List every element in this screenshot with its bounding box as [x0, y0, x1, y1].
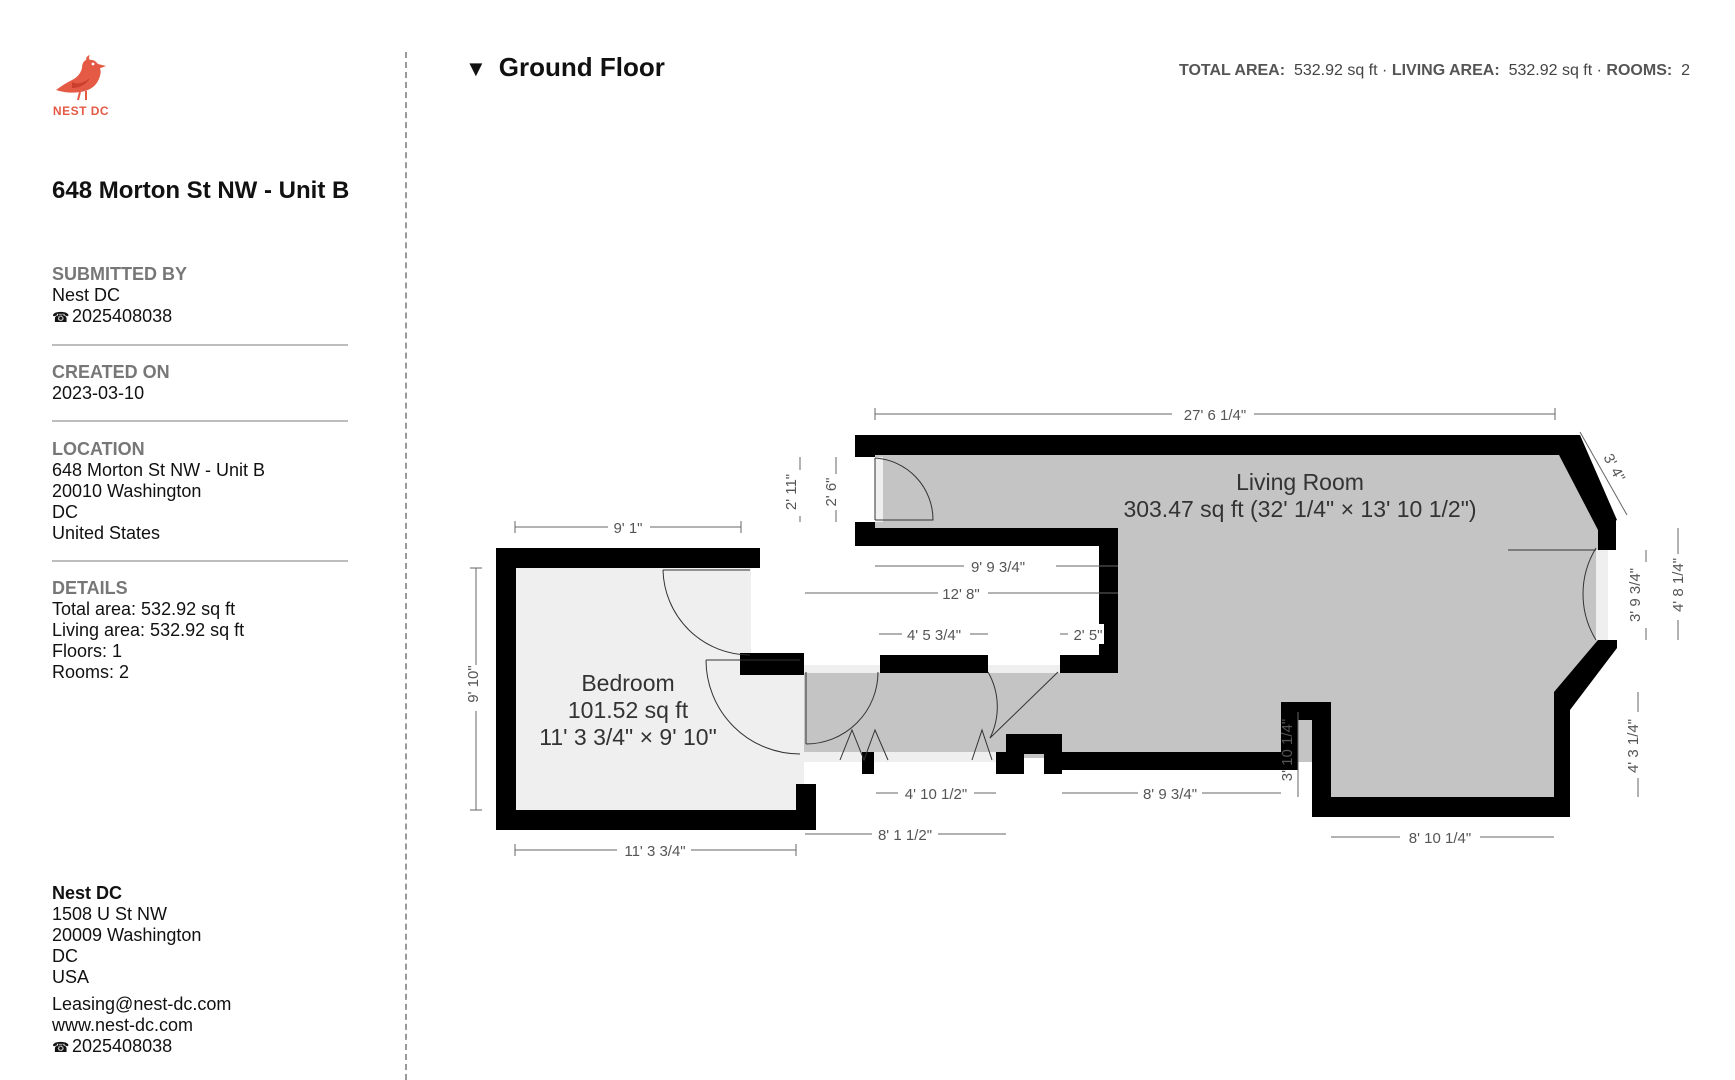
details-line: Living area: 532.92 sq ft: [52, 620, 245, 640]
location-line: 20010 Washington: [52, 481, 202, 501]
company-website[interactable]: www.nest-dc.com: [52, 1015, 194, 1035]
stats-separator: ·: [1596, 62, 1602, 79]
phone-icon: ☎: [52, 1039, 70, 1055]
total-area-value: 532.92 sq ft: [1293, 62, 1378, 79]
collapse-triangle-icon: ▼: [465, 56, 487, 81]
logo-text: NEST DC: [52, 104, 110, 118]
rooms-label: ROOMS:: [1606, 62, 1673, 79]
location-line: DC: [52, 502, 78, 522]
created-on-label: CREATED ON: [52, 362, 170, 382]
created-on-date: 2023-03-10: [52, 383, 145, 403]
company-address-line: USA: [52, 967, 90, 987]
dim-hall-total: 8' 1 1/2": [877, 827, 933, 844]
bedroom-size: 11' 3 3/4" × 9' 10": [539, 724, 717, 750]
rooms-value: 2: [1681, 62, 1690, 79]
details-line: Total area: 532.92 sq ft: [52, 599, 236, 619]
living-area-label: LIVING AREA:: [1391, 62, 1500, 79]
total-area-label: TOTAL AREA:: [1178, 62, 1286, 79]
dim-hall-bottom: 4' 10 1/2": [904, 786, 968, 803]
property-title: 648 Morton St NW - Unit B: [52, 177, 350, 204]
dim-bedroom-top: 9' 1": [613, 520, 643, 537]
dim-entry-outer: 2' 11": [783, 473, 800, 511]
dim-hall-door: 4' 5 3/4": [906, 627, 962, 644]
dim-living-bottom: 8' 9 3/4": [1142, 786, 1198, 803]
phone-icon: ☎: [52, 309, 70, 325]
company-address-line: 20009 Washington: [52, 925, 202, 945]
dim-living-bottom-right: 8' 10 1/4": [1408, 830, 1472, 847]
company-address-line: DC: [52, 946, 78, 966]
dim-hall-right: 2' 5": [1073, 627, 1103, 644]
floor-title: Ground Floor: [498, 52, 665, 82]
living-area-value: 532.92 sq ft: [1508, 62, 1593, 79]
company-name: Nest DC: [52, 883, 123, 903]
details-label: DETAILS: [52, 578, 128, 598]
submitted-by-label: SUBMITTED BY: [52, 264, 187, 284]
dim-entry-inner: 2' 6": [823, 477, 840, 507]
dim-living-diag: 3' 4": [1599, 451, 1629, 485]
dim-corridor-span: 12' 8": [942, 586, 980, 603]
dim-living-top: 27' 6 1/4": [1183, 407, 1247, 424]
dim-right-total: 4' 8 1/4": [1670, 557, 1687, 613]
submitted-by-name: Nest DC: [52, 285, 121, 305]
dim-bedroom-left: 9' 10": [465, 665, 482, 703]
living-room-name: Living Room: [1236, 469, 1364, 495]
submitted-by-phone[interactable]: 2025408038: [72, 306, 173, 326]
company-address-line: 1508 U St NW: [52, 904, 168, 924]
company-email[interactable]: Leasing@nest-dc.com: [52, 994, 232, 1014]
location-label: LOCATION: [52, 439, 145, 459]
details-line: Rooms: 2: [52, 662, 130, 682]
living-room-area: 303.47 sq ft (32' 1/4" × 13' 10 1/2"): [1123, 496, 1477, 522]
dim-corridor-top: 9' 9 3/4": [970, 559, 1026, 576]
bedroom-area: 101.52 sq ft: [567, 697, 689, 723]
dim-right-lower: 4' 3 1/4": [1625, 718, 1642, 774]
bedroom-name: Bedroom: [581, 670, 675, 696]
dim-right-door: 3' 9 3/4": [1627, 567, 1644, 623]
stats-separator: ·: [1382, 62, 1388, 79]
company-phone[interactable]: 2025408038: [72, 1036, 173, 1056]
location-line: 648 Morton St NW - Unit B: [52, 460, 266, 480]
dim-bedroom-bottom: 11' 3 3/4": [624, 843, 686, 860]
location-line: United States: [52, 523, 161, 543]
dim-living-notch: 3' 10 1/4": [1279, 718, 1296, 782]
details-line: Floors: 1: [52, 641, 123, 661]
